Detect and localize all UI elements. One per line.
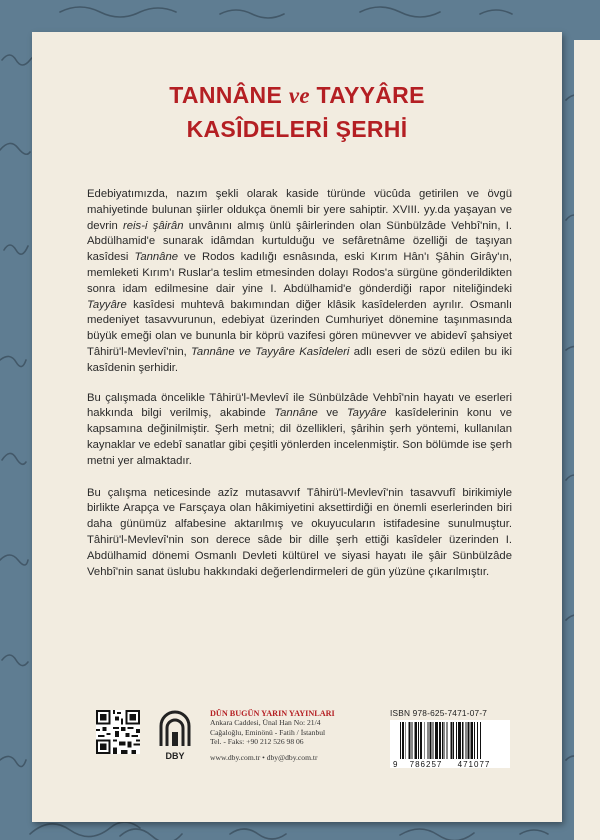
blurb (87, 187, 512, 596)
barcode-bar (432, 722, 433, 759)
svg-text:471077: 471077 (457, 760, 491, 768)
blurb-paragraph-2: Bu çalışmada öncelikle Tâhirü'l-Mevlevî ile Sünbülzâde Vehbî'nin hayatı ve eserleri hakkında bilgi verilmiş, akabinde Tannâne ve Tayyâre kasîdelerinin konu ve kapsamına değinilmiştir. Şerh metni; dil özellikleri, şârihin şerh yöntemi, kullanılan kaynaklar ve edebî sanatlar gibi çeşitli yönlerden incelenmiştir. Son bölümde ise şerh metni yer almaktadır. (87, 391, 512, 467)
svg-text:DBY: DBY (165, 751, 185, 761)
barcode-bar (467, 722, 469, 759)
publisher-address-line-2: Cağaloğlu, Eminönü - Fatih / İstanbul (210, 727, 326, 737)
barcode-bar (450, 722, 452, 759)
publisher-info (210, 709, 375, 762)
barcode-bar (411, 722, 412, 759)
publisher-name: DÜN BUGÜN YARIN YAYINLARI (210, 709, 335, 718)
svg-text:9: 9 (393, 760, 398, 768)
publisher-address-line-1: Ankara Caddesi, Ünal Han No: 21/4 (210, 718, 321, 728)
barcode-bar (414, 722, 417, 759)
barcode-bar (447, 722, 448, 759)
back-cover (32, 32, 562, 822)
publisher-logo (153, 708, 197, 762)
barcode-bar (456, 722, 457, 759)
barcode-bar (477, 722, 478, 759)
barcode-bar (439, 722, 441, 759)
barcode-bar (453, 722, 454, 759)
barcode-bar (466, 722, 467, 759)
barcode-bar (474, 722, 475, 759)
barcode-bar (402, 722, 404, 759)
barcode-bar (424, 722, 425, 759)
barcode-bar (480, 722, 481, 759)
barcode-bar (462, 722, 464, 759)
isbn-label: ISBN 978-625-7471-07-7 (390, 708, 488, 718)
svg-text:786257: 786257 (409, 760, 443, 768)
barcode-icon (390, 720, 510, 768)
adjacent-page-edge (574, 40, 600, 840)
title-word-tannane: TANNÂNE (169, 82, 283, 108)
barcode-bar (470, 722, 473, 759)
blurb-paragraph-3: Bu çalışma neticesinde azîz mutasavvıf Tâhirü'l-Mevlevî'nin tasavvufî birikimiyle birlikte Arapça ve Farsçaya olan hâkimiyetini aksettirdiği en önemli eserlerinden biri daha günümüz alfabesine aktarılmış ve okuyucuların istifadesine sunulmuştur. Tâhirü'l-Mevlevî'nin son derece sâde bir dille şerh ettiği kasîdeler üzerinden I. Abdülhamid dönemi Osmanlı Devleti kültürel ve siyasi hayatı ile şâir Sünbülzâde Vehbî'nin sanat üslubu hakkındaki değerlendirmeleri de gün yüzüne çıkarılmıştır. (87, 486, 512, 578)
barcode-bar (435, 722, 438, 759)
barcode-bar (418, 722, 419, 759)
book-title-line-1 (32, 82, 562, 109)
barcode-bar (444, 722, 445, 759)
barcode-bar (400, 722, 401, 759)
book-title-line-2: KASÎDELERİ ŞERHİ (186, 116, 408, 142)
blurb-paragraph-1: Edebiyatımızda, nazım şekli olarak kaside türünde vücûda getirilen ve övgü mahiyetinde bulunan şiirler oldukça önemli bir yere sahiptir. XVIII. yy.da yaşayan ve devrin reis-i şâirân unvânını almış ünlü şâirlerinden olan Sünbülzâde Vehbî'nin, I. Abdülhamid'e sunarak idâmdan kurtulduğu ve sefâretnâme özelliği de taşıyan kasîdesi Tannâne ve Rodos kadılığı esnâsında, eski Kırım Hân'ı Şâhin Girây'ın, memleketi Kırım'ı Ruslar'a teslim etmesinden dolayı Rodos'a sürgüne gönderildikten sonra idam edilmesine dair yine I. Abdülhamid'e gönderdiği rapor niteliğindeki Tayyâre kasîdesi muhtevâ bakımından diğer klâsik kasîdelerden ayrılır. Osmanlı medeniyet tasavvurunun, edebiyat üzerinden Cumhuriyet dönemine taşınmasında büyük emeği olan ve bununla bir köprü vazifesi gören münevver ve abidevî şahsiyet Tâhirü'l-Mevlevî'nin, Tannâne ve Tayyâre Kasîdeleri adlı eseri de sözü edilen bu iki kasîdenin şerhidir. (87, 188, 513, 374)
title-word-ve: ve (288, 83, 310, 108)
publisher-web-email: www.dby.com.tr • dby@dby.com.tr (210, 752, 318, 762)
barcode-bar (429, 722, 431, 759)
barcode-bar (458, 722, 461, 759)
title-word-tayyare: TAYYÂRE (316, 82, 425, 108)
barcode-bar (405, 722, 406, 759)
barcode-bar (409, 722, 411, 759)
qr-code-icon (96, 710, 140, 754)
barcode-bar (420, 722, 422, 759)
barcode-bar (442, 722, 443, 759)
publisher-phone: Tel. - Faks: +90 212 526 98 06 (210, 737, 304, 747)
barcode-bar (428, 722, 429, 759)
isbn-block (390, 708, 510, 768)
